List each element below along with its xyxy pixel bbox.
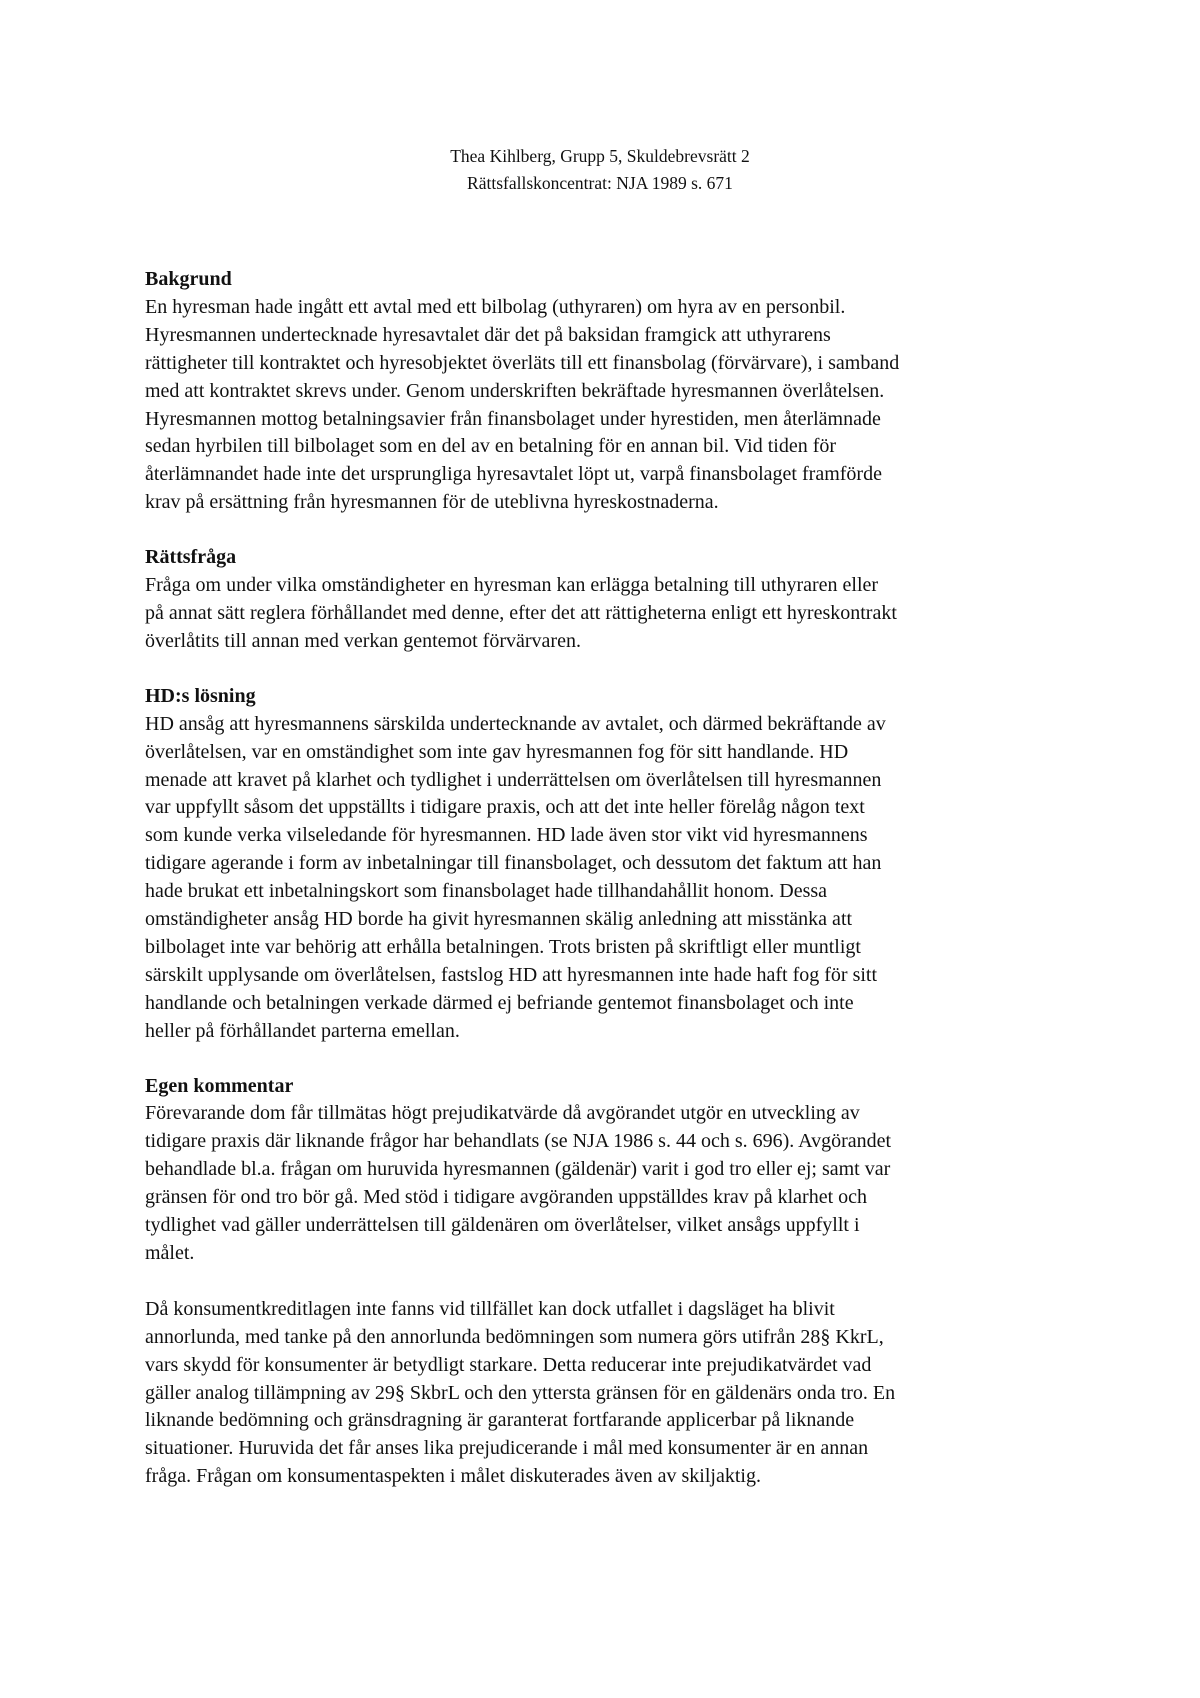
paragraph-bakgrund: En hyresman hade ingått ett avtal med ett bilbolag (uthyraren) om hyra av en personbil. Hyresmannen undertecknade hyresavtalet där det på baksidan framgick att uthyrarens rättigheter till kontraktet och hyresobjektet överläts till ett finansbolag (förvärvare), i samband med att kontraktet skrevs under. Genom underskriften bekräftade hyresmannen överlåtelsen. Hyresmannen mottog betalningsavier från finansbolaget under hyrestiden, men återlämnade sedan hyrbilen till bilbolaget som en del av en betalning för en annan bil. Vid tiden för återlämnandet hade inte det ursprungliga hyresavtalet löpt ut, varpå finansbolaget framförde krav på ersättning från hyresmannen för de uteblivna hyreskostnaderna. xyxy=(145,295,900,514)
paragraph-egen-kommentar-2: Då konsumentkreditlagen inte fanns vid tillfället kan dock utfallet i dagsläget ha blivit annorlunda, med tanke på den annorlunda bedömningen som numera görs utifrån 28§ KkrL, vars skydd för konsumenter är betydligt starkare. Detta reducerar inte prejudikatvärdet vad gäller analog tillämpning av 29§ SkbrL och den yttersta gränsen för en gäldenärs onda tro. En liknande bedömning och gränsdragning är garanterat fortfarande applicerbar på liknande situationer. Huruvida det får anses lika prejudicerande i mål med konsumenter är en annan fråga. Frågan om konsumentaspekten i målet diskuterades även av skiljaktig. xyxy=(145,1297,896,1488)
section-rattsfraga xyxy=(145,544,1075,656)
heading-rattsfraga: Rättsfråga xyxy=(145,546,237,569)
document-body xyxy=(145,266,1075,1518)
author-line: Thea Kihlberg, Grupp 5, Skuldebrevsrätt 2 xyxy=(450,146,750,166)
paragraph-hds-losning: HD ansåg att hyresmannens särskilda undertecknande av avtalet, och därmed bekräftande av överlåtelsen, var en omständighet som inte gav hyresmannen fog för sitt handlande. HD menade att kravet på klarhet och tydlighet i underrättelsen om överlåtelsen till hyresmannen var uppfyllt såsom det uppställts i tidigare praxis, och att det inte heller förelåg någon text som kunde verka vilseledande för hyresmannen. HD lade även stor vikt vid hyresmannens tidigare agerande i form av inbetalningar till finansbolaget, och dessutom det faktum att han hade brukat ett inbetalningskort som finansbolaget hade tillhandahållit honom. Dessa omständigheter ansåg HD borde ha givit hyresmannen skälig anledning att misstänka att bilbolaget inte var behörig att erhålla betalningen. Trots bristen på skriftligt eller muntligt särskilt upplysande om överlåtelsen, fastslog HD att hyresmannen inte hade haft fog för sitt handlande och betalningen verkade därmed ej befriande gentemot finansbolaget och inte heller på förhållandet parterna emellan. xyxy=(145,712,886,1042)
section-bakgrund xyxy=(145,266,1075,517)
section-egen-kommentar xyxy=(145,1073,1075,1492)
heading-bakgrund: Bakgrund xyxy=(145,268,232,290)
paragraph-rattsfraga: Fråga om under vilka omständigheter en hyresman kan erlägga betalning till uthyraren eller på annat sätt reglera förhållandet med denne, efter det att rättigheterna enligt ett hyreskontrakt överlåtits till annan med verkan gentemot förvärvaren. xyxy=(145,574,897,652)
heading-egen-kommentar: Egen kommentar xyxy=(145,1074,294,1097)
case-line: Rättsfallskoncentrat: NJA 1989 s. 671 xyxy=(467,173,733,193)
paragraph-egen-kommentar-1: Förevarande dom får tillmätas högt prejudikatvärde då avgörandet utgör en utveckling av tidigare praxis där liknande frågor har behandlats (se NJA 1986 s. 44 och s. 696). Avgörandet behandlade bl.a. frågan om huruvida hyresmannen (gäldenär) varit i god tro eller ej; samt var gränsen för ond tro bör gå. Med stöd i tidigare avgöranden uppställdes krav på klarhet och tydlighet vad gäller underrättelsen till gäldenären om överlåtelser, vilket ansågs uppfyllt i målet. xyxy=(145,1102,892,1264)
document-header xyxy=(0,143,1200,197)
heading-hds-losning: HD:s lösning xyxy=(145,684,256,707)
section-hds-losning xyxy=(145,683,1075,1046)
